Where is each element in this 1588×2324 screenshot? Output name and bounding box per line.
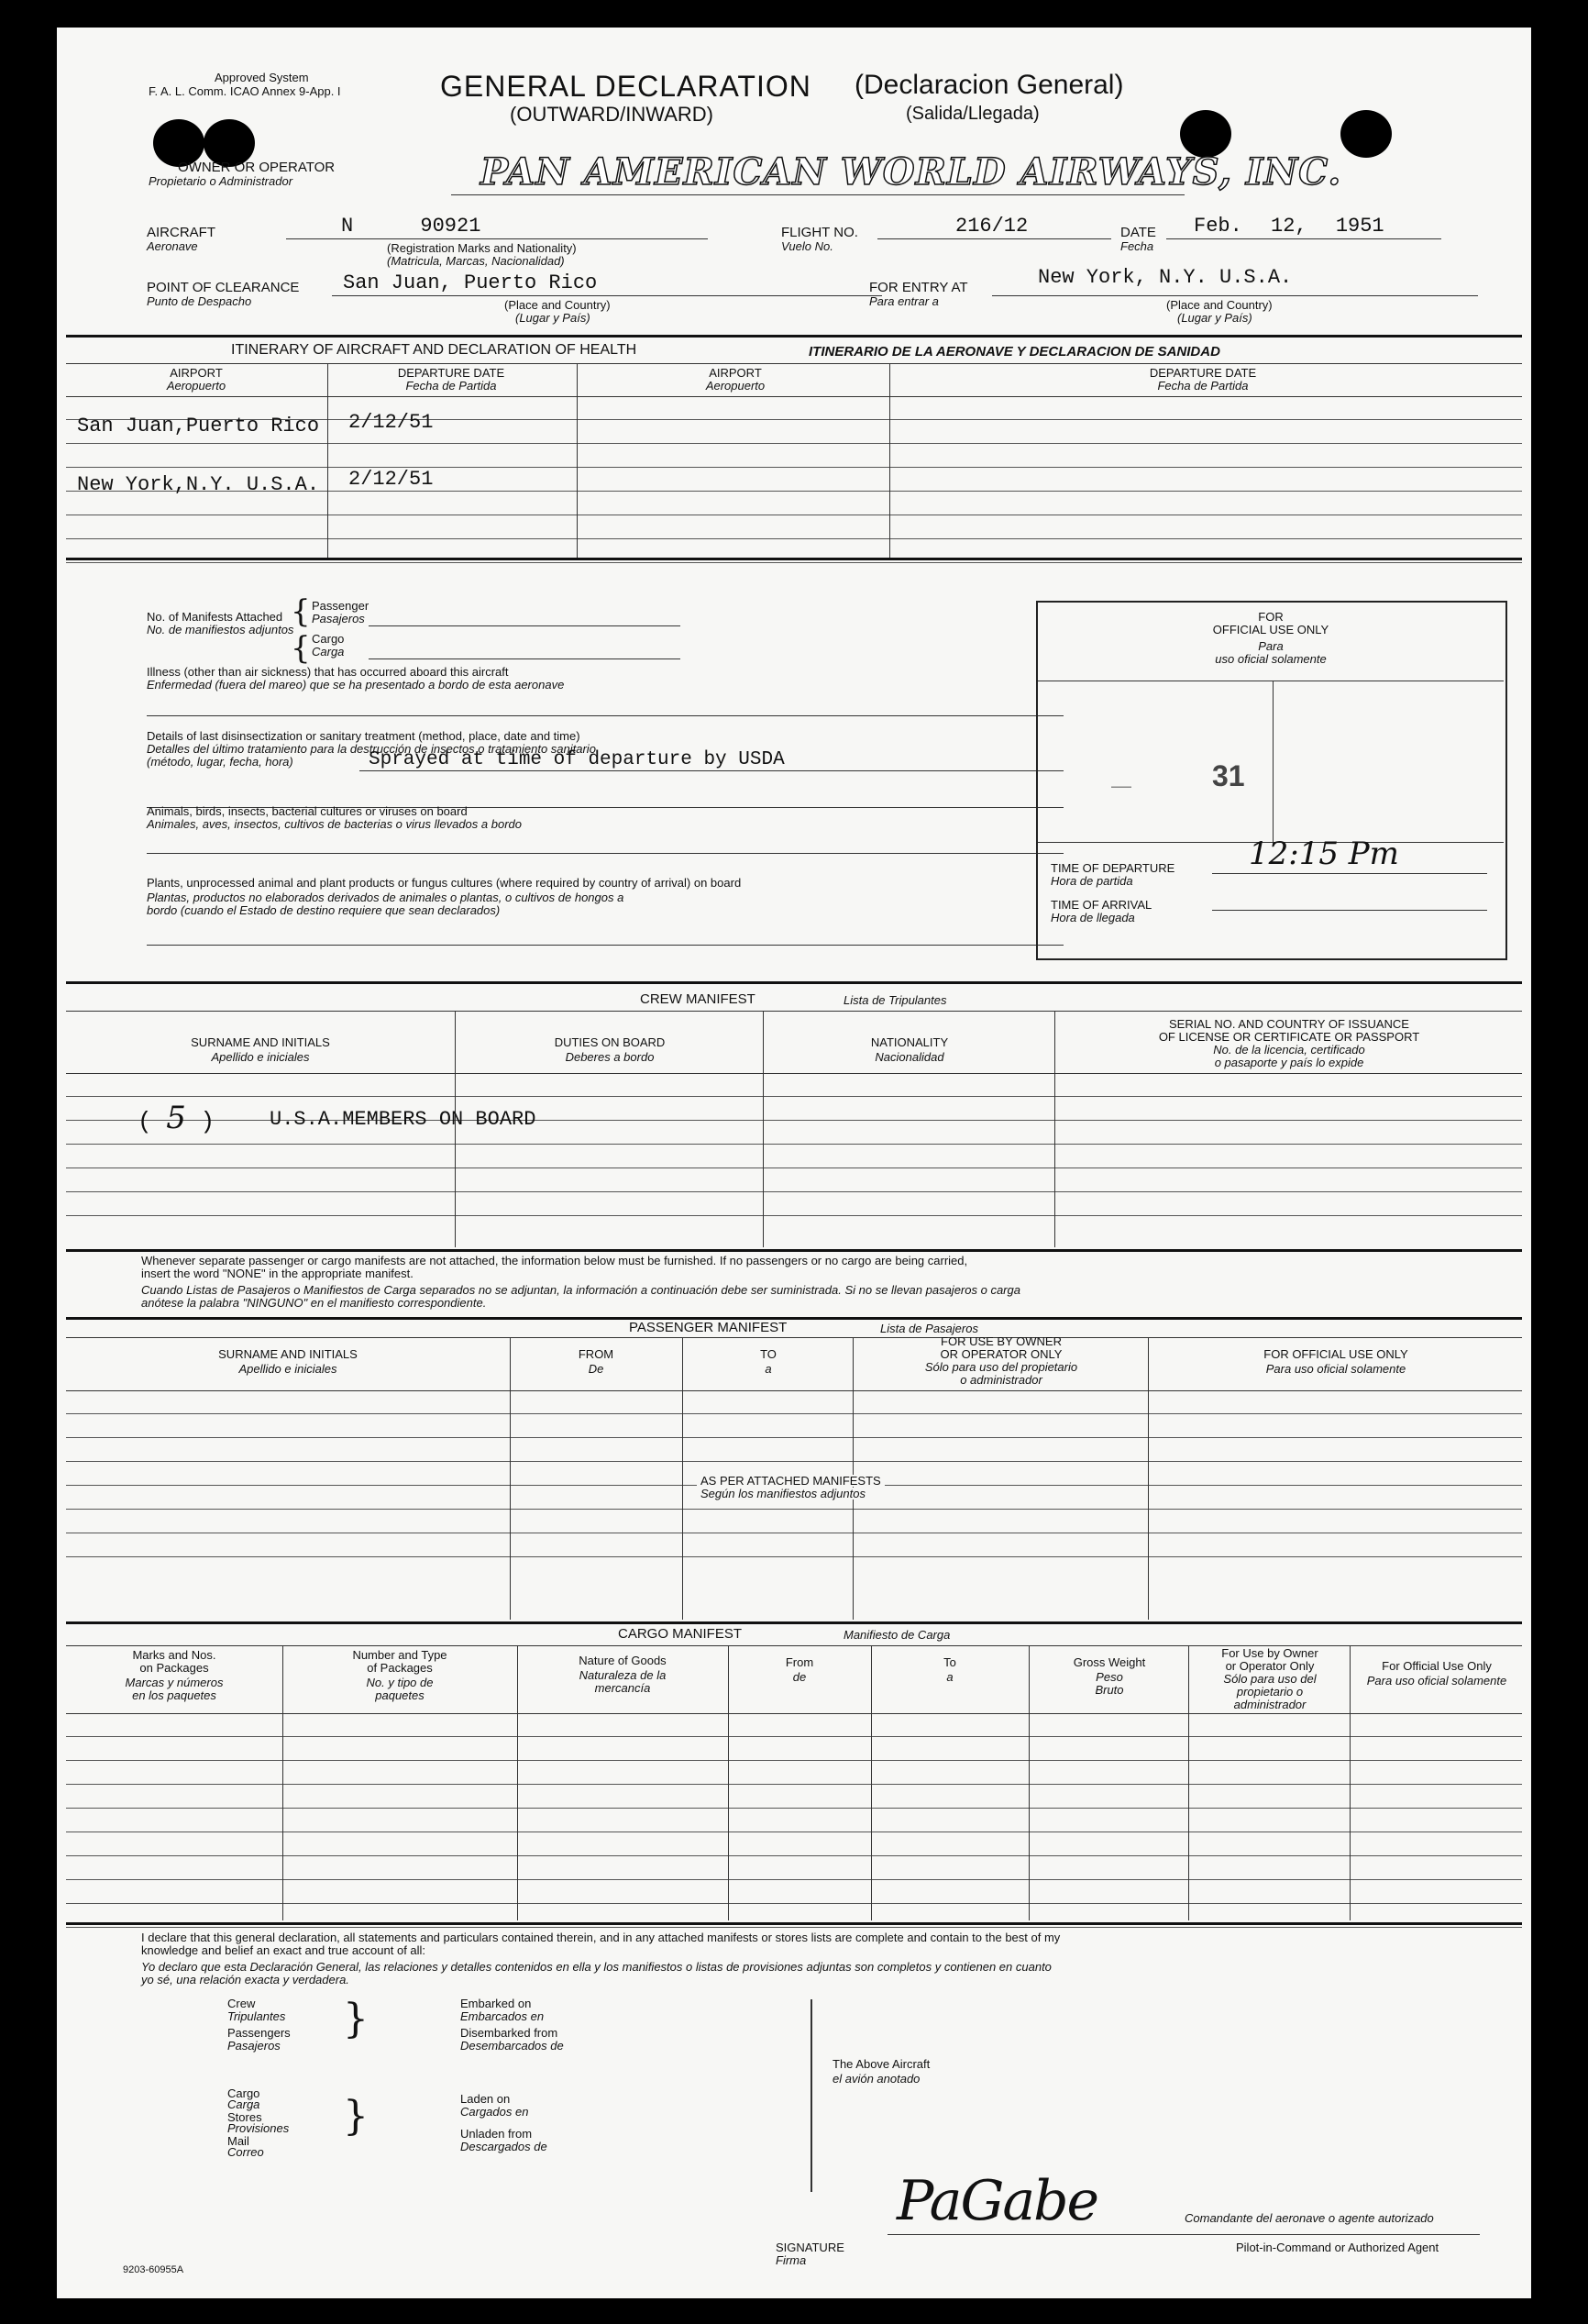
decl-cargo-es: Carga [227,2097,260,2111]
cargo-col-number-1: Number and Type [352,1648,447,1662]
departure-time-label-es: Hora de partida [1051,874,1133,888]
official-title-es-1: Para [1258,639,1284,653]
flight-value: 216/12 [955,215,1029,238]
crew-col-nationality-es: Nacionalidad [875,1050,944,1064]
note-line-2: insert the word "NONE" in the appropriate manifest. [141,1267,414,1280]
crew-count: ( 5 ) [138,1100,215,1136]
crew-col-serial-1: SERIAL NO. AND COUNTRY OF ISSUANCE [1169,1017,1409,1031]
illness-label-es: Enfermedad (fuera del mareo) que se ha presentado a bordo de esta aeronave [147,678,565,692]
disinsect-value: Sprayed at time of departure by USDA [369,749,785,770]
stamp-dash: — [1111,774,1131,797]
cargo-col-marks-es-2: en los paquetes [132,1688,216,1702]
itinerary-col-departure-2-es: Fecha de Partida [1157,379,1249,393]
passenger-attached: AS PER ATTACHED MANIFESTS [697,1475,885,1487]
passenger-label-es: Pasajeros [312,612,365,625]
declaration-form: Approved System F. A. L. Comm. ICAO Annex 9-App. I GENERAL DECLARATION (Declaracion General) (OUTWARD/INWARD) (Salida/Llegada) OWNER OR OPERATOR Propietario o Administrador PAN AMERICAN WORLD AIRWAYS, INC. AIRCRAFT Aeronave N 90921 (Registration Marks and Nationality) (Matricula, Marcas, Nacionalidad) FLIGHT NO. Vuelo No. 216/12 DATE Fecha Feb. 12, 1951 POINT OF CLEARANCE Punto de Despacho San Juan, Puerto Rico (Place and Country) (Lugar y País) FOR ENTRY AT Para entrar a New York, N.Y. U.S.A. (Place and Country) (Lugar y País) ITINERARY OF AIRCRAFT AND DECLARATION OF HEALTH ITINERARIO DE LA AERONAVE Y DECLARACION DE SANIDAD AIRPORT Aeropuerto DEPARTURE DATE Fecha de Partida AIRPORT Aeropuerto DEPARTURE DATE Fecha de Partida San Juan,Puerto Rico 2/12/51 New York,N.Y. U.S.A. 2/12/51 No. of Manifests Attached No. de manifiestos adjuntos { { Passenger Pasajeros Cargo Carga Illness (other than air sickness) that has occurred aboard this aircraft Enfermedad (fuera del mareo) que se ha presentado a bordo de esta aeronave Details of last disinsectization or sanitary treatment (method, place, date and time) Detalles del último tratamiento para la destrucción de insectos o tratamiento sanitario (método, lugar, fecha, hora) Sprayed at time of departure by USDA Animals, birds, insects, bacterial cultures or viruses on board Animales, aves, insectos, cultivos de bacterias o virus llevados a bordo Plants, unprocessed animal and plant products or fungus cultures (where required by country of arrival) on board Plantas, productos no elaborados derivados de animales o plantas, o cultivos de hongos a bordo (cuando el Estado de destino requiere que sean declarados) FOR OFFICIAL USE ONLY Para uso oficial solamente — 31 TIME OF DEPARTURE Hora de partida 12:15 Pm TIME OF ARRIVAL Hora de llegada CREW MANIFEST Lista de Tripulantes SURNAME AND INITIALS Apellido e iniciales DUTIES ON BOARD Deberes a bordo NATIONALITY Nacionalidad SERIAL NO. AND COUNTRY OF ISSUANCE OF LICENSE OR CERTIFICATE OR PASSPORT No. de la licencia, certificado o pasaporte y país lo expide ( 5 ) U.S.A.MEMBERS ON BOARD Whenever separate passenger or cargo manifests are not attached, the information below must be furnished. If no passengers or no cargo are being carried, insert the word "NONE" in the appropriate manifest. Cuando Listas de Pasajeros o Manifiestos de Carga separados no se adjuntan, la información a continuación debe ser suministrada. Si no se llevan pasajeros o carga anótese la palabra "NINGUNO" en el manifiesto correspondiente. PASSENGER MANIFEST Lista de Pasajeros SURNAME AND INITIALS Apellido e iniciales FROM De TO a FOR USE BY OWNER OR OPERATOR ONLY Sólo para uso del propietario o administrador FOR OFFICIAL USE ONLY Para uso oficial solamente AS PER ATTACHED MANIFESTS Según los manifiestos adjuntos CARGO MANIFEST Manifiesto de Carga Marks and Nos. on Packages Marcas y números en los paquetes Number and Type of Packages No. y tipo de paquetes Nature of Goods Naturaleza de la mercancía From de To a Gross Weight Peso Bruto For Use by Owner or Operator Only Sólo para uso del propietario o administrador For Official Use Only Para uso oficial solamente I declare that this general declaration, all statements and particulars contained therein, and in any attached manifests or stores lists are complete and contain to the best of my knowledge and belief an exact and true account of all: Yo declaro que esta Declaración General, las relaciones y detalles contenidos en ella y los manifiestos o listas de provisiones adjuntas son completos y contienen en cuanto yo sé, una relación exacta y verdadera. Crew Tripulantes Passengers Pasajeros } Embarked on Embarcados en Disembarked from Desembarcados de Cargo Carga Stores Provisiones Mail Correo } Laden on Cargados en Unladen from Descargados de The Above Aircraft el avión anotado SIGNATURE Firma PaGabe Comandante del aeronave o agente autorizado Pilot-in-Command or Authorized Agent 9203-60955A [57,28,1531,2298]
itinerary-col-departure-es: Fecha de Partida [405,379,497,393]
entry-label: FOR ENTRY AT [869,280,968,295]
cargo-title-es: Manifiesto de Carga [844,1628,951,1642]
crew-col-nationality: NATIONALITY [870,1035,949,1049]
departure-time-label: TIME OF DEPARTURE [1051,861,1175,875]
cargo-col-weight-es-1: Peso [1096,1670,1123,1684]
arrival-time-label: TIME OF ARRIVAL [1051,898,1152,912]
crew-col-serial-es-1: No. de la licencia, certificado [1213,1043,1365,1057]
pilot-label: Pilot-in-Command or Authorized Agent [1236,2241,1439,2254]
place-caption-es: (Lugar y País) [515,311,590,325]
cargo-col-weight-es-2: Bruto [1095,1683,1124,1697]
decl-mail: Mail [227,2134,249,2148]
stamp-number: 31 [1212,759,1245,792]
cargo-col-owner-2: or Operator Only [1225,1659,1315,1673]
passenger-col-owner-1: FOR USE BY OWNER [941,1334,1062,1348]
owner-label-es: Propietario o Administrador [149,174,293,188]
decl-passengers: Passengers [227,2026,291,2040]
decl-unladen: Unladen from [460,2127,533,2141]
animals-label: Animals, birds, insects, bacterial cultures or viruses on board [147,804,468,818]
decl-passengers-es: Pasajeros [227,2039,281,2053]
decl-above-aircraft: The Above Aircraft [833,2057,931,2071]
disinsect-label: Details of last disinsectization or sanitary treatment (method, place, date and time) [147,729,580,743]
arrival-time-label-es: Hora de llegada [1051,911,1135,924]
itinerary-title: ITINERARY OF AIRCRAFT AND DECLARATION OF HEALTH [231,342,637,358]
decl-above-aircraft-es: el avión anotado [833,2072,921,2086]
plants-label-es: Plantas, productos no elaborados derivados de animales o plantas, o cultivos de hongos a [147,891,624,904]
plants-label: Plants, unprocessed animal and plant products or fungus cultures (where required by country of arrival) on board [147,876,742,890]
note-line-3: Cuando Listas de Pasajeros o Manifiestos de Carga separados no se adjuntan, la información a continuación debe ser suministrada. Si no se llevan pasajeros o carga [141,1283,1020,1297]
disinsect-label-es: Detalles del último tratamiento para la destrucción de insectos o tratamiento sanitario [147,742,596,756]
passenger-col-owner-2: OR OPERATOR ONLY [940,1347,1063,1361]
decl-crew-es: Tripulantes [227,2009,286,2023]
decl-stores-es: Provisiones [227,2121,290,2135]
passenger-col-from-es: De [588,1362,604,1376]
plants-label-es2: bordo (cuando el Estado de destino requiere que sean declarados) [147,903,501,917]
cargo-col-number-es-1: No. y tipo de [366,1676,434,1689]
passenger-title: PASSENGER MANIFEST [629,1320,788,1335]
itinerary-col-airport-2: AIRPORT [709,366,762,380]
passenger-col-owner-es-1: Sólo para uso del propietario [924,1360,1078,1374]
date-value: Feb. 12, 1951 [1194,215,1384,238]
cargo-col-nature-es-2: mercancía [594,1681,651,1695]
cargo-col-marks-2: on Packages [139,1661,209,1675]
form-subtitle: (OUTWARD/INWARD) [510,103,713,126]
itinerary-col-airport-2-es: Aeropuerto [705,379,766,393]
passenger-col-from: FROM [578,1347,614,1361]
manifests-label: No. of Manifests Attached [147,610,283,624]
crew-entry: U.S.A.MEMBERS ON BOARD [270,1108,536,1131]
declaration-line-1: I declare that this general declaration, all statements and particulars contained therein, and in any attached manifests or stores lists are complete and contain to the best of my [141,1931,1061,1944]
passenger-col-surname: SURNAME AND INITIALS [218,1347,358,1361]
crew-title-es: Lista de Tripulantes [844,993,947,1007]
crew-col-surname: SURNAME AND INITIALS [191,1035,330,1049]
cargo-col-to: To [943,1655,956,1669]
declaration-line-2: knowledge and belief an exact and true account of all: [141,1943,426,1957]
decl-unladen-es: Descargados de [460,2140,547,2153]
itinerary-title-es: ITINERARIO DE LA AERONAVE Y DECLARACION DE SANIDAD [809,344,1220,360]
note-line-4: anótese la palabra "NINGUNO" en el manifiesto correspondiente. [141,1296,487,1310]
cargo-col-from-es: de [792,1670,807,1684]
itinerary-date-1: 2/12/51 [348,411,434,434]
declaration-line-3: Yo declaro que esta Declaración General, las relaciones y detalles contenidos en ella y los manifiestos o listas de provisiones adjuntas son completos y contienen en cuanto [141,1960,1052,1974]
cargo-col-owner-1: For Use by Owner [1221,1646,1318,1660]
animals-label-es: Animales, aves, insectos, cultivos de bacterias o virus llevados a bordo [147,817,522,831]
departure-time-value: 12:15 Pm [1249,836,1399,872]
official-title-es-2: uso oficial solamente [1215,652,1327,666]
crew-col-surname-es: Apellido e iniciales [211,1050,310,1064]
cargo-col-marks-es-1: Marcas y números [125,1676,224,1689]
form-title: GENERAL DECLARATION [440,70,811,103]
itinerary-airport-2: New York,N.Y. U.S.A. [77,473,320,496]
signature: PaGabe [897,2169,1098,2233]
pilot-label-es: Comandante del aeronave o agente autorizado [1185,2211,1434,2225]
cargo-col-number-2: of Packages [367,1661,433,1675]
cargo-col-official-es: Para uso oficial solamente [1366,1674,1507,1688]
illness-label: Illness (other than air sickness) that has occurred aboard this aircraft [147,665,509,679]
cargo-col-nature: Nature of Goods [579,1654,667,1667]
flight-label: FLIGHT NO. [781,225,858,240]
flight-label-es: Vuelo No. [781,239,833,253]
fal-reference: F. A. L. Comm. ICAO Annex 9-App. I [149,84,341,98]
registration-caption-es: (Matricula, Marcas, Nacionalidad) [387,254,565,268]
decl-laden-es: Cargados en [460,2105,529,2119]
passenger-attached-es: Según los manifiestos adjuntos [697,1488,869,1500]
aircraft-value: N 90921 [341,215,481,238]
crew-col-serial-2: OF LICENSE OR CERTIFICATE OR PASSPORT [1158,1030,1420,1044]
cargo-col-from: From [785,1655,814,1669]
cargo-col-nature-es-1: Naturaleza de la [579,1668,667,1682]
crew-col-duties-es: Deberes a bordo [565,1050,655,1064]
passenger-label: Passenger [312,599,369,613]
cargo-col-weight: Gross Weight [1073,1655,1146,1669]
entry-place-caption-es: (Lugar y País) [1177,311,1252,325]
crew-col-serial-es-2: o pasaporte y país lo expide [1214,1056,1364,1069]
signature-label-es: Firma [776,2253,807,2267]
cargo-col-to-es: a [946,1670,954,1684]
clearance-label: POINT OF CLEARANCE [147,280,300,295]
decl-mail-es: Correo [227,2145,264,2159]
entry-value: New York, N.Y. U.S.A. [1038,266,1293,289]
itinerary-col-departure-2: DEPARTURE DATE [1149,366,1257,380]
signature-label: SIGNATURE [776,2241,844,2254]
cargo-col-number-es-2: paquetes [375,1688,425,1702]
decl-disembarked-es: Desembarcados de [460,2039,564,2053]
decl-embarked: Embarked on [460,1997,532,2010]
date-label-es: Fecha [1120,239,1154,253]
cargo-label: Cargo [312,632,345,646]
manifests-label-es: No. de manifiestos adjuntos [147,623,294,636]
passenger-title-es: Lista de Pasajeros [880,1322,978,1335]
passenger-col-official: FOR OFFICIAL USE ONLY [1263,1347,1408,1361]
form-subtitle-es: (Salida/Llegada) [906,104,1040,124]
form-number: 9203-60955A [123,2264,184,2275]
crew-col-duties: DUTIES ON BOARD [554,1035,666,1049]
official-title-2: OFFICIAL USE ONLY [1212,623,1329,636]
aircraft-label: AIRCRAFT [147,225,215,240]
decl-embarked-es: Embarcados en [460,2009,545,2023]
registration-caption: (Registration Marks and Nationality) [387,241,577,255]
itinerary-date-2: 2/12/51 [348,468,434,491]
cargo-col-owner-es-3: administrador [1233,1698,1307,1711]
passenger-col-to-es: a [765,1362,772,1376]
cargo-label-es: Carga [312,645,345,658]
aircraft-label-es: Aeronave [147,239,198,253]
approved-system: Approved System [215,71,309,84]
cargo-col-owner-es-1: Sólo para uso del [1223,1672,1317,1686]
passenger-col-owner-es-2: o administrador [960,1373,1042,1387]
place-caption: (Place and Country) [504,298,611,312]
passenger-col-official-es: Para uso oficial solamente [1265,1362,1406,1376]
passenger-col-surname-es: Apellido e iniciales [238,1362,337,1376]
date-label: DATE [1120,225,1156,240]
cargo-col-marks-1: Marks and Nos. [132,1648,216,1662]
passenger-col-to: TO [760,1347,777,1361]
entry-label-es: Para entrar a [869,294,939,308]
official-title-1: FOR [1258,610,1284,624]
crew-count-value: 5 [166,1100,186,1136]
cargo-col-official: For Official Use Only [1382,1659,1492,1673]
itinerary-col-airport: AIRPORT [170,366,223,380]
decl-stores: Stores [227,2110,262,2124]
decl-crew: Crew [227,1997,256,2010]
itinerary-col-airport-es: Aeropuerto [166,379,226,393]
owner-label: OWNER OR OPERATOR [178,160,336,175]
punch-hole [1340,110,1392,158]
form-title-es: (Declaracion General) [855,70,1124,100]
disinsect-label-es2: (método, lugar, fecha, hora) [147,755,293,769]
cargo-col-owner-es-2: propietario o [1236,1685,1304,1699]
decl-laden: Laden on [460,2092,511,2106]
itinerary-airport-1: San Juan,Puerto Rico [77,415,320,437]
decl-cargo: Cargo [227,2086,260,2100]
itinerary-col-departure: DEPARTURE DATE [397,366,505,380]
clearance-value: San Juan, Puerto Rico [343,271,598,294]
clearance-label-es: Punto de Despacho [147,294,252,308]
declaration-line-4: yo sé, una relación exacta y verdadera. [141,1973,349,1986]
decl-disembarked: Disembarked from [460,2026,558,2040]
entry-place-caption: (Place and Country) [1166,298,1273,312]
note-line-1: Whenever separate passenger or cargo manifests are not attached, the information below must be furnished. If no passengers or no cargo are being carried, [141,1254,968,1267]
owner-name: PAN AMERICAN WORLD AIRWAYS, INC. [480,150,1342,194]
crew-title: CREW MANIFEST [640,991,755,1007]
cargo-title: CARGO MANIFEST [618,1626,743,1642]
